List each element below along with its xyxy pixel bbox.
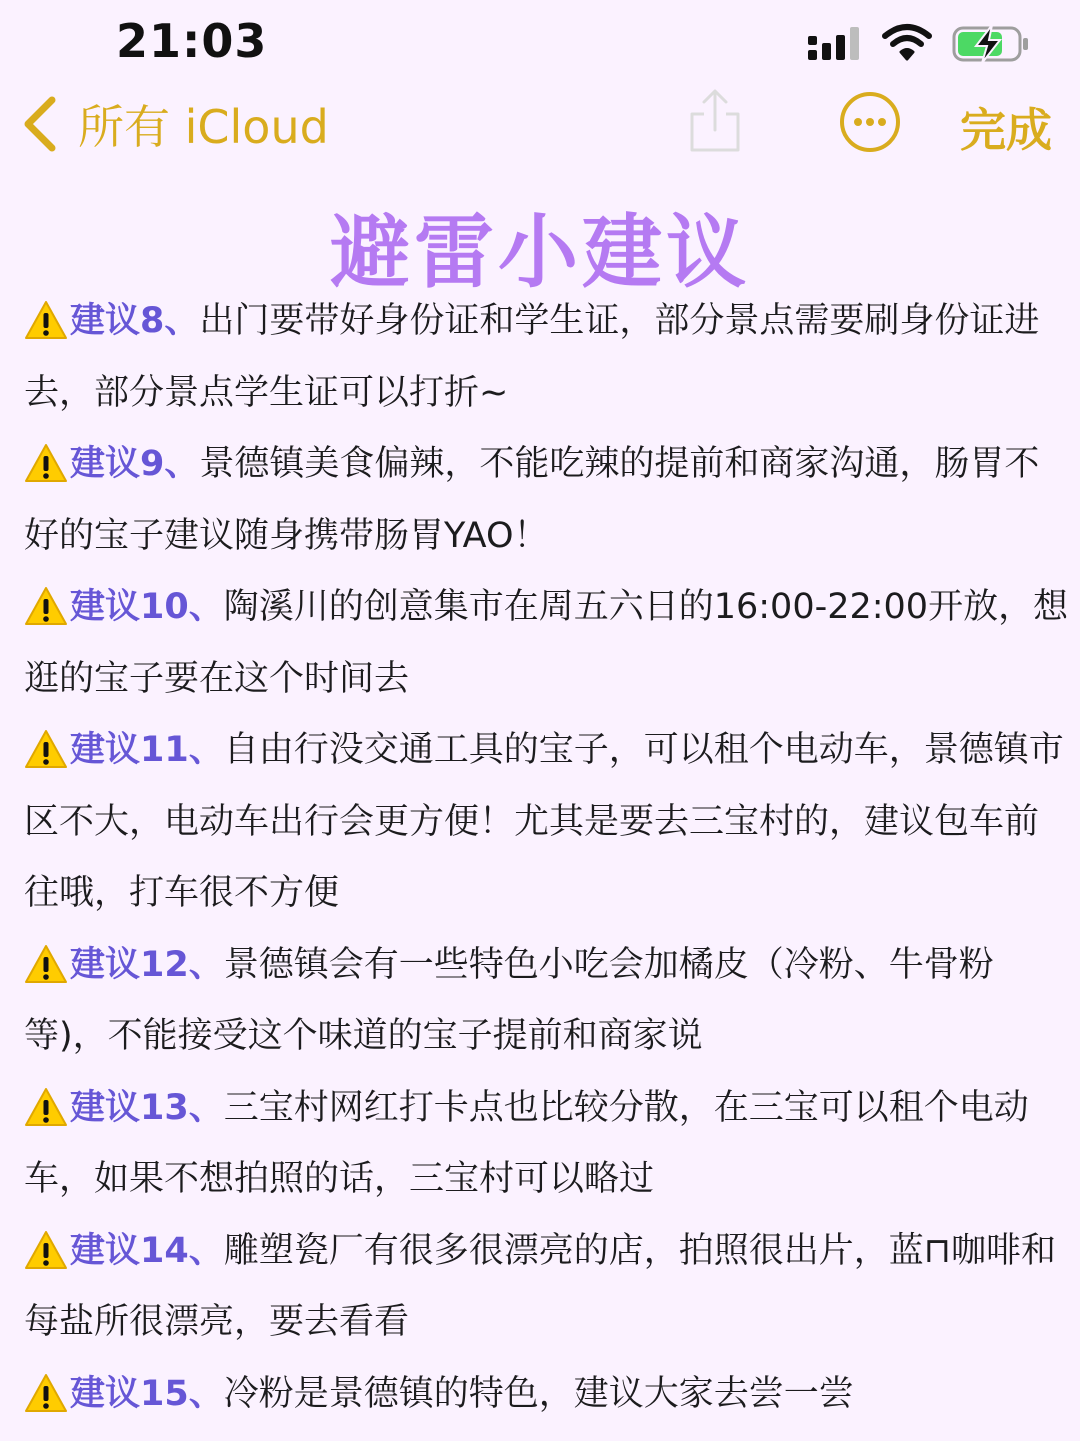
tip-label: 建议10、 <box>70 587 224 627</box>
tip-text: 陶溪川的创意集市在周五六日的16:00-22:00开放，想逛的宝子要在这个时间去 <box>24 587 1069 699</box>
tip-label: 建议13、 <box>70 1087 224 1128</box>
warning-icon <box>24 943 68 985</box>
tip-label: 建议14、 <box>70 1230 224 1271</box>
battery-charging-icon <box>952 22 1032 66</box>
tip-text: 三宝村网红打卡点也比较分散，在三宝可以租个电动车，如果不想拍照的话，三宝村可以略过 <box>24 1087 1029 1199</box>
done-button[interactable]: 完成 <box>960 103 1052 157</box>
warning-icon <box>24 299 68 341</box>
more-icon[interactable] <box>838 90 902 154</box>
note-title: 避雷小建议 <box>330 206 750 299</box>
note-body[interactable] <box>24 286 1072 1430</box>
warning-icon <box>24 1229 68 1271</box>
tip-item <box>24 1359 1072 1431</box>
tip-item <box>24 715 1072 930</box>
tip-item <box>24 286 1072 429</box>
tip-label: 建议11、 <box>70 730 224 770</box>
tip-label: 建议8、 <box>70 301 200 341</box>
nav-bar <box>0 88 1080 158</box>
signal-icon <box>806 24 862 64</box>
wifi-icon <box>882 22 932 62</box>
warning-icon <box>24 728 68 770</box>
tip-item <box>24 1073 1072 1216</box>
tip-item <box>24 429 1072 572</box>
tip-item <box>24 572 1072 715</box>
tip-label: 建议12、 <box>70 944 224 985</box>
tip-text: 冷粉是景德镇的特色，建议大家去尝一尝 <box>223 1373 854 1414</box>
back-label: 所有 iCloud <box>78 100 329 154</box>
warning-icon <box>24 1372 68 1414</box>
tip-label: 建议15、 <box>70 1373 224 1414</box>
tip-text: 出门要带好身份证和学生证，部分景点需要刷身份证进去，部分景点学生证可以打折~ <box>24 301 1040 413</box>
status-bar <box>0 0 1080 88</box>
tip-item <box>24 1216 1072 1359</box>
warning-icon <box>24 1086 68 1128</box>
tip-text: 雕塑瓷厂有很多很漂亮的店，拍照很出片，蓝⊓咖啡和每盐所很漂亮，要去看看 <box>24 1230 1057 1342</box>
status-time: 21:03 <box>116 14 268 68</box>
back-chevron-icon <box>20 94 60 154</box>
tip-text: 景德镇会有一些特色小吃会加橘皮（冷粉、牛骨粉等)，不能接受这个味道的宝子提前和商家说 <box>24 944 994 1056</box>
warning-icon <box>24 585 68 627</box>
back-button[interactable] <box>20 92 329 156</box>
tip-item <box>24 930 1072 1073</box>
tip-text: 景德镇美食偏辣，不能吃辣的提前和商家沟通，肠胃不好的宝子建议随身携带肠胃YAO！ <box>24 444 1040 556</box>
tip-label: 建议9、 <box>70 444 200 484</box>
warning-icon <box>24 442 68 484</box>
share-icon[interactable] <box>686 88 744 154</box>
tip-text: 自由行没交通工具的宝子，可以租个电动车，景德镇市区不大，电动车出行会更方便！尤其是要去三宝村的，建议包车前往哦，打车很不方便 <box>24 730 1064 913</box>
